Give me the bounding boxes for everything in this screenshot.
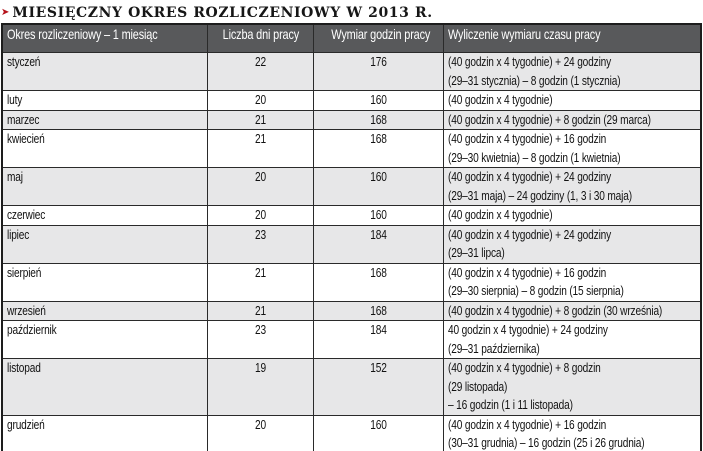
days-value: 23 bbox=[254, 322, 266, 337]
calc-line: (29–31 stycznia) – 8 godzin (1 stycznia) bbox=[447, 72, 620, 88]
month-label: luty bbox=[7, 92, 23, 107]
days-cell bbox=[207, 415, 313, 451]
calc-line: (29–31 lipca) bbox=[447, 245, 505, 260]
table-row bbox=[2, 225, 701, 263]
month-cell bbox=[2, 225, 207, 263]
month-cell bbox=[2, 415, 207, 451]
page-title bbox=[0, 0, 703, 23]
calc-line: (40 godzin x 4 tygodnie) + 24 godziny bbox=[447, 226, 611, 242]
table-row bbox=[2, 359, 701, 416]
hours-value: 168 bbox=[369, 131, 387, 146]
calc-cell bbox=[443, 206, 701, 226]
header-cell-days bbox=[207, 24, 313, 53]
table-row bbox=[2, 301, 701, 321]
calc-line: (40 godzin x 4 tygodnie) bbox=[447, 207, 552, 222]
header-cell-hours-label: Wymiar godzin pracy bbox=[330, 26, 430, 42]
table-row bbox=[2, 206, 701, 226]
header-cell-calc bbox=[443, 24, 701, 53]
days-value: 19 bbox=[254, 360, 266, 375]
table-row bbox=[2, 415, 701, 451]
header-cell-period-label: Okres rozliczeniowy – 1 miesiąc bbox=[7, 26, 158, 42]
hours-value: 152 bbox=[369, 360, 387, 375]
days-cell bbox=[207, 225, 313, 263]
days-value: 21 bbox=[254, 131, 266, 146]
table-row bbox=[2, 263, 701, 301]
month-label: październik bbox=[7, 322, 57, 337]
arrow-bullet-icon: ➤ bbox=[1, 7, 10, 18]
month-label: lipiec bbox=[7, 226, 30, 242]
hours-value: 168 bbox=[369, 264, 387, 280]
days-value: 20 bbox=[254, 416, 266, 432]
settlement-table bbox=[1, 23, 702, 451]
calc-line: (29–31 maja) – 24 godziny (1, 3 i 30 maja) bbox=[447, 187, 632, 203]
month-cell bbox=[2, 206, 207, 226]
hours-value: 160 bbox=[369, 92, 387, 107]
days-cell bbox=[207, 206, 313, 226]
calc-line: (40 godzin x 4 tygodnie) + 16 godzin bbox=[447, 416, 606, 432]
hours-value: 160 bbox=[369, 416, 387, 432]
days-value: 21 bbox=[254, 264, 266, 280]
month-label: grudzień bbox=[7, 416, 45, 432]
calc-cell bbox=[443, 91, 701, 111]
days-value: 20 bbox=[254, 92, 266, 107]
table-row bbox=[2, 91, 701, 111]
calc-line: (40 godzin x 4 tygodnie) + 8 godzin (29 marca) bbox=[447, 111, 651, 127]
month-cell bbox=[2, 321, 207, 359]
days-value: 20 bbox=[254, 169, 266, 184]
days-cell bbox=[207, 130, 313, 168]
days-value: 21 bbox=[254, 302, 266, 318]
hours-cell bbox=[313, 263, 443, 301]
calc-line: (40 godzin x 4 tygodnie) bbox=[447, 92, 552, 107]
calc-cell bbox=[443, 359, 701, 416]
calc-cell bbox=[443, 168, 701, 206]
header-cell-calc-label: Wyliczenie wymiaru czasu pracy bbox=[447, 26, 600, 42]
hours-value: 176 bbox=[369, 54, 387, 69]
days-cell bbox=[207, 110, 313, 130]
calc-line: (29–30 kwietnia) – 8 godzin (1 kwietnia) bbox=[447, 149, 620, 165]
calc-cell bbox=[443, 130, 701, 168]
calc-line: (40 godzin x 4 tygodnie) + 24 godziny bbox=[447, 54, 611, 69]
calc-line: (29–31 października) bbox=[447, 340, 540, 356]
hours-value: 168 bbox=[369, 111, 387, 127]
hours-value: 160 bbox=[369, 207, 387, 222]
month-label: czerwiec bbox=[7, 207, 46, 222]
hours-cell bbox=[313, 301, 443, 321]
table-body bbox=[2, 53, 701, 451]
calc-line: (40 godzin x 4 tygodnie) + 16 godzin bbox=[447, 131, 606, 146]
month-cell bbox=[2, 301, 207, 321]
calc-line: (40 godzin x 4 tygodnie) + 16 godzin bbox=[447, 264, 606, 280]
calc-line: 40 godzin x 4 tygodnie) + 24 godziny bbox=[447, 322, 608, 337]
hours-value: 184 bbox=[369, 226, 387, 242]
hours-cell bbox=[313, 415, 443, 451]
month-label: maj bbox=[7, 169, 23, 184]
month-cell bbox=[2, 130, 207, 168]
table-header-row bbox=[2, 24, 701, 53]
calc-line: – 16 godzin (1 i 11 listopada) bbox=[447, 397, 573, 412]
hours-cell bbox=[313, 91, 443, 111]
days-cell bbox=[207, 321, 313, 359]
table-row bbox=[2, 53, 701, 91]
calc-line: (29 listopada) bbox=[447, 378, 507, 394]
month-label: kwiecień bbox=[7, 131, 45, 146]
days-value: 22 bbox=[254, 54, 266, 69]
page-title-text: MIESIĘCZNY OKRES ROZLICZENIOWY W 2013 R. bbox=[12, 4, 433, 21]
header-cell-days-label: Liczba dni pracy bbox=[222, 26, 299, 42]
days-cell bbox=[207, 359, 313, 416]
month-label: marzec bbox=[7, 111, 40, 127]
days-cell bbox=[207, 168, 313, 206]
calc-cell bbox=[443, 263, 701, 301]
days-cell bbox=[207, 53, 313, 91]
hours-value: 168 bbox=[369, 302, 387, 318]
month-label: listopad bbox=[7, 360, 41, 375]
hours-cell bbox=[313, 53, 443, 91]
days-value: 21 bbox=[254, 111, 266, 127]
days-value: 23 bbox=[254, 226, 266, 242]
hours-value: 160 bbox=[369, 169, 387, 184]
hours-cell bbox=[313, 110, 443, 130]
calc-cell bbox=[443, 415, 701, 451]
table-row bbox=[2, 168, 701, 206]
calc-line: (29–30 sierpnia) – 8 godzin (15 sierpnia) bbox=[447, 283, 624, 298]
hours-cell bbox=[313, 225, 443, 263]
hours-cell bbox=[313, 206, 443, 226]
calc-cell bbox=[443, 110, 701, 130]
hours-value: 184 bbox=[369, 322, 387, 337]
calc-cell bbox=[443, 53, 701, 91]
days-cell bbox=[207, 91, 313, 111]
month-label: styczeń bbox=[7, 54, 41, 69]
month-label: wrzesień bbox=[7, 302, 46, 318]
hours-cell bbox=[313, 130, 443, 168]
days-cell bbox=[207, 301, 313, 321]
calc-line: (30–31 grudnia) – 16 godzin (25 i 26 grudnia) bbox=[447, 435, 644, 450]
calc-line: (40 godzin x 4 tygodnie) + 24 godziny bbox=[447, 169, 611, 184]
month-label: sierpień bbox=[7, 264, 42, 280]
month-cell bbox=[2, 91, 207, 111]
calc-cell bbox=[443, 225, 701, 263]
hours-cell bbox=[313, 359, 443, 416]
month-cell bbox=[2, 263, 207, 301]
calc-line: (40 godzin x 4 tygodnie) + 8 godzin bbox=[447, 360, 601, 375]
month-cell bbox=[2, 359, 207, 416]
calc-cell bbox=[443, 321, 701, 359]
calc-line: (40 godzin x 4 tygodnie) + 8 godzin (30 września) bbox=[447, 302, 662, 318]
days-cell bbox=[207, 263, 313, 301]
table-row bbox=[2, 321, 701, 359]
days-value: 20 bbox=[254, 207, 266, 222]
calc-cell bbox=[443, 301, 701, 321]
table-row bbox=[2, 130, 701, 168]
header-cell-hours bbox=[313, 24, 443, 53]
header-cell-period bbox=[2, 24, 207, 53]
table-row bbox=[2, 110, 701, 130]
month-cell bbox=[2, 168, 207, 206]
month-cell bbox=[2, 53, 207, 91]
hours-cell bbox=[313, 168, 443, 206]
month-cell bbox=[2, 110, 207, 130]
hours-cell bbox=[313, 321, 443, 359]
